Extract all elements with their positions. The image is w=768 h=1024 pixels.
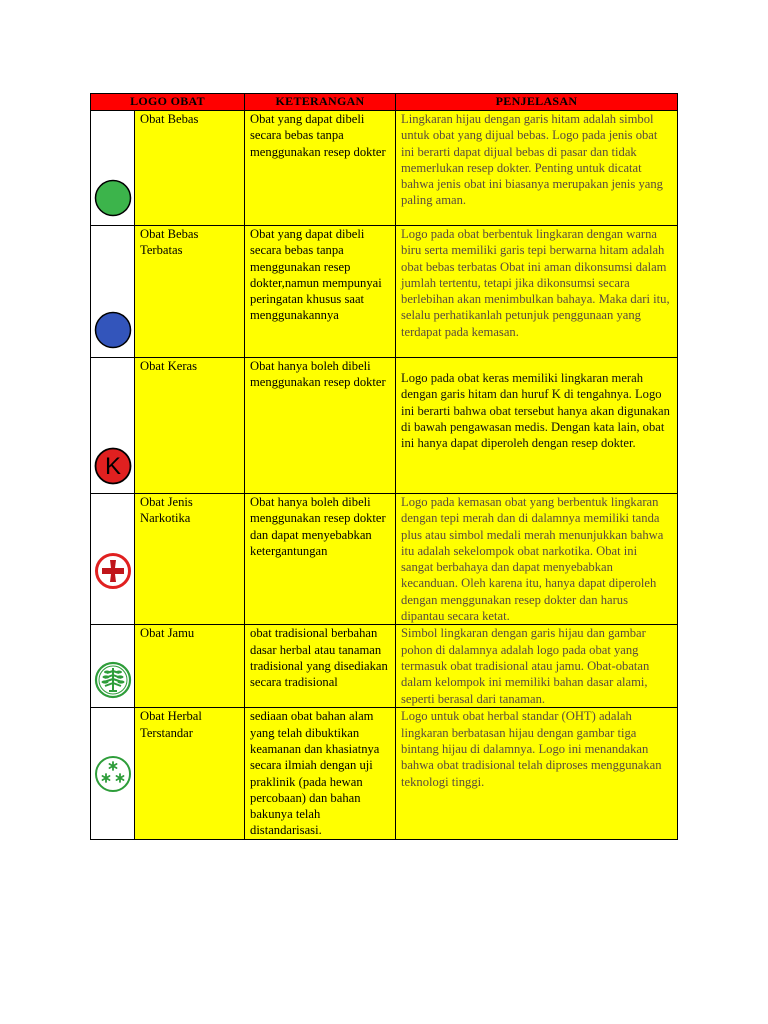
drug-penjelasan: Logo pada obat keras memiliki lingkaran merah dengan garis hitam dan huruf K di tengahnya. Logo ini berarti bahwa obat tersebut hanya akan digunakan di bawah pengawasan medis. Dengan kata lain, obat ini hanya dapat diperoleh dengan resep dokter.: [401, 371, 670, 451]
table-row: [91, 625, 678, 708]
drug-penjelasan: Logo untuk obat herbal standar (OHT) adalah lingkaran berbatasan hijau dengan gambar tiga bintang hijau di dalamnya. Logo ini menandakan bahwa obat tradisional telah diproses menggunakan teknologi tinggi.: [396, 708, 678, 840]
logo-cell: [91, 494, 135, 625]
logo-cell: [91, 111, 135, 226]
green-circle-icon: [94, 179, 132, 217]
drug-penjelasan-cell: [396, 358, 678, 494]
drug-keterangan: Obat yang dapat dibeli secara bebas tanpa menggunakan resep dokter: [245, 111, 396, 226]
header-row: [91, 94, 678, 111]
logo-cell: [91, 226, 135, 358]
header-keterangan: KETERANGAN: [245, 94, 396, 111]
oht-stars-icon: [94, 755, 132, 793]
table-row: [91, 111, 678, 226]
header-penjelasan: PENJELASAN: [396, 94, 678, 111]
table-row: [91, 708, 678, 840]
table-row: [91, 358, 678, 494]
drug-name: Obat Bebas: [135, 111, 245, 226]
jamu-tree-icon: [94, 661, 132, 699]
drug-penjelasan: Logo pada kemasan obat yang berbentuk lingkaran dengan tepi merah dan di dalamnya memiliki tanda plus atau simbol medali merah menunjukkan bahwa itu adalah sekelompok obat narkotika. Obat ini sangat berbahaya dan dapat menyebabkan kecanduan. Oleh karena itu, hanya dapat diperoleh dengan menggunakan resep dokter dan harus dipantau secara ketat.: [396, 494, 678, 625]
drug-name: Obat Keras: [135, 358, 245, 494]
table-row: [91, 226, 678, 358]
table-row: [91, 494, 678, 625]
logo-cell: [91, 625, 135, 708]
drug-name: Obat Jamu: [135, 625, 245, 708]
blue-circle-icon: [94, 311, 132, 349]
drug-name: Obat Bebas Terbatas: [135, 226, 245, 358]
drug-keterangan: Obat hanya boleh dibeli menggunakan resep dokter: [245, 358, 396, 494]
red-k-circle-icon: [94, 447, 132, 485]
drug-penjelasan: Lingkaran hijau dengan garis hitam adalah simbol untuk obat yang dijual bebas. Logo pada jenis obat ini berarti dapat dijual bebas di pasar dan tidak memerlukan resep dokter. Penting untuk dicatat bahwa jenis obat ini biasanya merupakan jenis yang paling aman.: [396, 111, 678, 226]
red-cross-circle-icon: [94, 552, 132, 590]
drug-keterangan: Obat hanya boleh dibeli menggunakan resep dokter dan dapat menyebabkan ketergantungan: [245, 494, 396, 625]
drug-keterangan: obat tradisional berbahan dasar herbal atau tanaman tradisional yang disediakan secara tradisional: [245, 625, 396, 708]
logo-cell: [91, 708, 135, 840]
drug-penjelasan: Simbol lingkaran dengan garis hijau dan gambar pohon di dalamnya adalah logo pada obat yang termasuk obat tradisional atau jamu. Obat-obatan dalam kelompok ini memiliki bahan dasar alami, seperti berasal dari tanaman.: [396, 625, 678, 708]
k-letter: K: [104, 452, 121, 480]
header-logo: LOGO OBAT: [91, 94, 245, 111]
logo-cell: [91, 358, 135, 494]
drug-keterangan: Obat yang dapat dibeli secara bebas tanpa menggunakan resep dokter,namun mempunyai peringatan khusus saat menggunakannya: [245, 226, 396, 358]
drug-name: Obat Herbal Terstandar: [135, 708, 245, 840]
drug-penjelasan: Logo pada obat berbentuk lingkaran dengan warna biru serta memiliki garis tepi berwarna hitam adalah obat bebas terbatas Obat ini aman dikonsumsi dalam jumlah tertentu, tetapi jika dikonsumsi secara berlebihan akan menimbulkan bahaya. Maka dari itu, selalu perhatikanlah petunjuk penggunaan yang terdapat pada kemasan.: [396, 226, 678, 358]
drug-name: Obat Jenis Narkotika: [135, 494, 245, 625]
drug-keterangan: sediaan obat bahan alam yang telah dibuktikan keamanan dan khasiatnya secara ilmiah dengan uji praklinik (pada hewan percobaan) dan bahan bakunya telah distandarisasi.: [245, 708, 396, 840]
drug-logo-table: [90, 93, 678, 840]
